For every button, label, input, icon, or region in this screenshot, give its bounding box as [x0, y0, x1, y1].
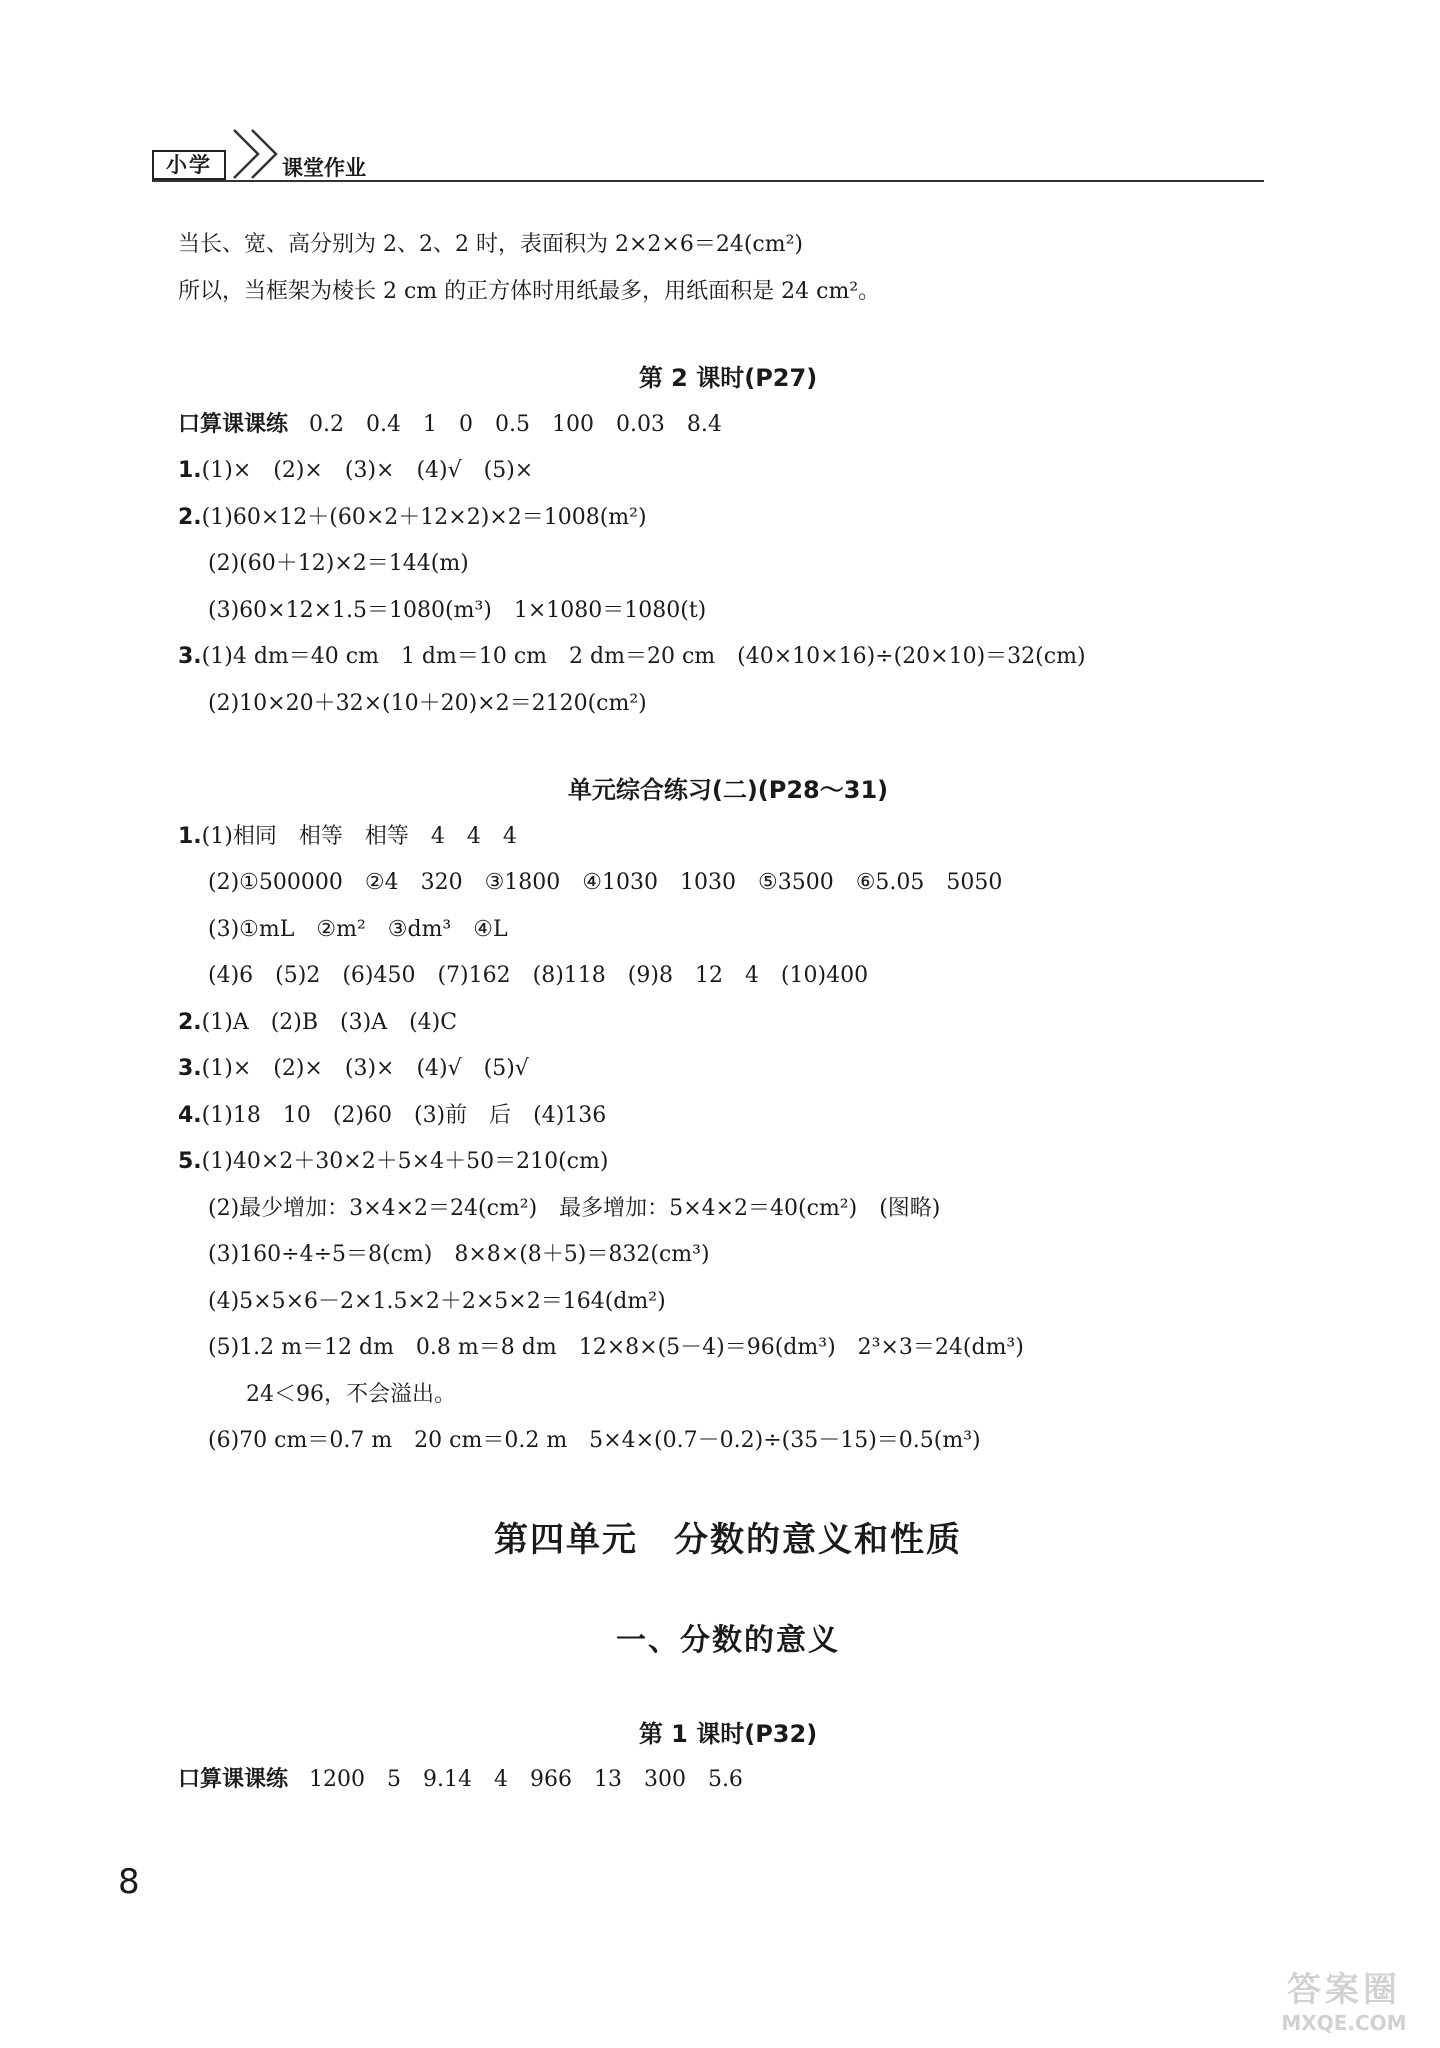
- watermark-url: MXQE.COM: [1281, 2011, 1407, 2035]
- answer-text: (1)60×12＋(60×2＋12×2)×2＝1008(m²): [201, 504, 647, 530]
- review-q5-5b: 24＜96，不会溢出。: [246, 1381, 456, 1407]
- page-header: [152, 128, 1264, 184]
- review-q5-2: (2)最少增加：3×4×2＝24(cm²) 最多增加：5×4×2＝40(cm²) (图略): [208, 1195, 941, 1221]
- unit-title: 第四单元 分数的意义和性质: [494, 1519, 962, 1560]
- review-q2: [178, 1000, 1278, 1047]
- lesson2-oral-row: [178, 402, 1278, 449]
- intro-line-2: 所以，当框架为棱长 2 cm 的正方体时用纸最多，用纸面积是 24 cm²。: [178, 278, 881, 304]
- intro-line-1: 当长、宽、高分别为 2、2、2 时，表面积为 2×2×6＝24(cm²): [178, 232, 803, 257]
- review-q1-2: (2)①500000 ②4 320 ③1800 ④1030 1030 ⑤3500 ⑥5.05 5050: [208, 870, 1003, 895]
- double-chevron-icon: [228, 128, 288, 180]
- question-number: 3.: [178, 1056, 202, 1081]
- review-q1-4: (4)6 (5)2 (6)450 (7)162 (8)118 (9)8 12 4 (10)400: [208, 963, 869, 988]
- header-tag: [152, 150, 226, 180]
- lesson2-q2: [178, 495, 1278, 542]
- question-number: 1.: [178, 823, 202, 849]
- watermark: [1256, 1970, 1432, 2040]
- page-number: 8: [118, 1862, 140, 1902]
- review-q4: [178, 1093, 1278, 1140]
- answer-text: (1)18 10 (2)60 (3)前 后 (4)136: [201, 1102, 607, 1128]
- review-q1: [178, 814, 1278, 861]
- review-q5: [178, 1139, 1278, 1186]
- header-title: 课堂作业: [282, 156, 366, 180]
- answer-text: (1)4 dm＝40 cm 1 dm＝10 cm 2 dm＝20 cm (40×10×16)÷(20×10)＝32(cm): [201, 644, 1086, 669]
- chapter-title: 一、分数的意义: [616, 1622, 840, 1658]
- header-rule: [152, 180, 1264, 182]
- review-q5-4: (4)5×5×6－2×1.5×2＋2×5×2＝164(dm²): [208, 1288, 666, 1314]
- question-number: 3.: [178, 644, 202, 669]
- oral-label: 口算课课练: [178, 1767, 289, 1792]
- header-tag-label: 小学: [152, 150, 226, 180]
- answer-text: (1)相同 相等 相等 4 4 4: [201, 823, 517, 849]
- watermark-logo: 答案圈: [1287, 1970, 1401, 2010]
- question-number: 2.: [178, 504, 202, 530]
- review-q5-3: (3)160÷4÷5＝8(cm) 8×8×(8＋5)＝832(cm³): [208, 1242, 710, 1267]
- oral-label: 口算课课练: [178, 411, 289, 437]
- review-title: 单元综合练习(二)(P28～31): [567, 776, 889, 804]
- lesson2-q3-2: (2)10×20＋32×(10＋20)×2＝2120(cm²): [208, 690, 647, 716]
- oral-values: 1200 5 9.14 4 966 13 300 5.6: [309, 1767, 743, 1792]
- question-number: 5.: [178, 1149, 202, 1174]
- question-number: 4.: [178, 1102, 202, 1128]
- lesson1-oral-row: [178, 1757, 1278, 1804]
- review-q3: [178, 1046, 1278, 1093]
- lesson1-title: 第 1 课时(P32): [638, 1719, 818, 1748]
- review-q5-5: (5)1.2 m＝12 dm 0.8 m＝8 dm 12×8×(5－4)＝96(dm³) 2³×3＝24(dm³): [208, 1335, 1024, 1360]
- question-number: 2.: [178, 1009, 202, 1035]
- answer-text: (1)× (2)× (3)× (4)√ (5)√: [201, 1056, 529, 1081]
- question-number: 1.: [178, 458, 202, 483]
- answer-text: (1)A (2)B (3)A (4)C: [201, 1009, 458, 1035]
- review-q5-6: (6)70 cm＝0.7 m 20 cm＝0.2 m 5×4×(0.7－0.2)÷(35－15)＝0.5(m³): [208, 1428, 981, 1453]
- answer-text: (1)× (2)× (3)× (4)√ (5)×: [201, 458, 534, 483]
- lesson2-title: 第 2 课时(P27): [638, 364, 818, 392]
- lesson2-q2-3: (3)60×12×1.5＝1080(m³) 1×1080＝1080(t): [208, 597, 707, 623]
- lesson2-q2-2: (2)(60＋12)×2＝144(m): [208, 551, 469, 576]
- answer-content: [178, 222, 1278, 1804]
- lesson2-q1: [178, 448, 1278, 495]
- answer-text: (1)40×2＋30×2＋5×4＋50＝210(cm): [201, 1149, 609, 1174]
- lesson2-q3: [178, 634, 1278, 681]
- review-q1-3: (3)①mL ②m² ③dm³ ④L: [208, 916, 508, 942]
- oral-values: 0.2 0.4 1 0 0.5 100 0.03 8.4: [309, 411, 722, 437]
